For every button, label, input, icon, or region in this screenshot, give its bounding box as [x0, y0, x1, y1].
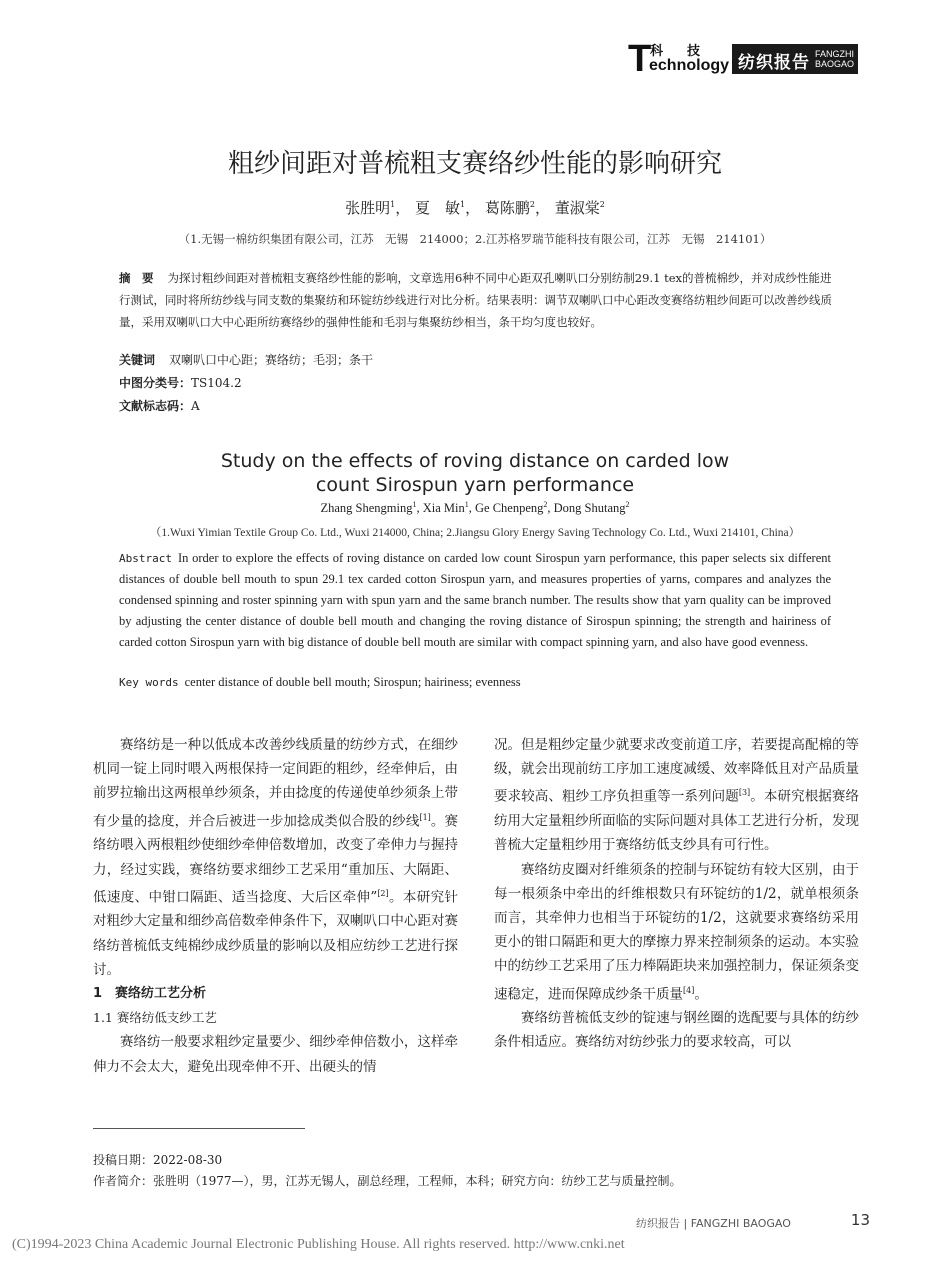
author-en: Xia Min	[422, 501, 465, 516]
text-run: 。本研究针对粗纱大定量和细纱高倍数牵伸条件下，双喇叭口中心距对赛络纺普梳低支纯棉纱成纱质量的影响以及相应纺纱工艺进行探讨。	[93, 889, 459, 978]
abstract-cn-text: 为探讨粗纱间距对普梳粗支赛络纱性能的影响，文章选用6种不同中心距双孔喇叭口分别纺制29.1 tex的普梳棉纱，并对成纱性能进行测试，同时将所纺纱线与同支数的集聚纺和环锭纺纱线进行对比分析。结果表明：调节双喇叭口中心距改变赛络纺粗纱间距可以改善纱线质量，采用双喇叭口大中心距所纺赛络纱的强伸性能和毛羽与集聚纺纱相当，条干均匀度也较好。	[119, 271, 832, 329]
author-sup: 2	[529, 200, 535, 209]
section-heading: 1 赛络纺工艺分析	[93, 986, 207, 1002]
body-paragraph	[494, 733, 859, 858]
keywords-en-label: Key words	[119, 676, 179, 689]
page-number: 13	[850, 1211, 870, 1229]
author-sup: 2	[599, 200, 605, 209]
text-run: 赛络纺皮圈对纤维须条的控制与环锭纺有较大区别，由于每一根须条中牵出的纤维根数只有环锭纺的1/2，就单根须条而言，其牵伸力也相当于环锭纺的1/2，这就要求赛络纺采用更小的钳口隔距和更大的摩擦力界来控制须条的运动。本实验中的纺纱工艺采用了压力棒隔距块来加强控制力，保证须条变速稳定，进而保障成纱条干质量	[494, 861, 859, 1003]
body-paragraph: 赛络纺普梳低支纱的锭速与钢丝圈的选配要与具体的纺纱条件相适应。赛络纺对纺纱张力的要求较高，可以	[494, 1010, 859, 1051]
doc-code-label: 文献标志码：	[119, 399, 192, 413]
clc-label: 中图分类号：	[119, 376, 192, 390]
brand-box	[732, 44, 858, 74]
author-cn: 董淑棠	[554, 199, 600, 217]
logo-keji: 科技	[650, 44, 725, 59]
author-cn: 夏 敏	[415, 199, 461, 217]
author-bio	[93, 1172, 682, 1189]
document-code	[119, 397, 200, 414]
authors-cn: 张胜明$^1$， 夏 敏$^1$， 葛陈鹏$^2$， 董淑棠$^2$	[345, 199, 605, 217]
author-sup: 1	[390, 200, 396, 209]
abstract-cn-label: 摘 要	[119, 271, 154, 285]
citation: [1]	[419, 812, 431, 822]
abstract-en-text: In order to explore the effects of roving distance on carded low count Sirospun yarn performance, this paper selects six different distances of double bell mouth to spun 29.1 tex carded cotton Sirospun yarn, and measures properties of yarns, compares and analyzes the condensed spinning and roster spinning yarn with spun yarn and the same branch number. The results show that yarn quality can be improved by adjusting the center distance of double bell mouth and changing the roving distance of Sirospun spinning; the strength and hairiness of carded cotton Sirospun yarn with big distance of double bell mouth are similar with compact spinning yarn, and also have good evenness.	[119, 551, 831, 649]
author-en: Ge Chenpeng	[475, 501, 544, 516]
footnote-divider	[93, 1128, 305, 1129]
logo-technology: echnology	[649, 57, 730, 74]
body-paragraph	[93, 733, 458, 982]
keywords-cn-text: 双喇叭口中心距；赛络纺；毛羽；条干	[169, 353, 374, 367]
affiliation-en: （1.Wuxi Yimian Textile Group Co. Ltd., Wuxi 214000, China; 2.Jiangsu Glory Energy Saving Technology Co. Ltd., Wuxi 214101, China）	[149, 527, 801, 539]
brand-name-en	[815, 49, 854, 69]
abstract-en-label: Abstract	[119, 552, 172, 565]
paper-title-en	[0, 449, 950, 497]
text-run: 。本研究根据赛络纺用大定量粗纱所面临的实际问题对具体工艺进行分析，发现普梳大定量粗纱用于赛络纺低支纱具有可行性。	[494, 788, 860, 854]
brand-en-line2: BAOGAO	[814, 59, 854, 69]
text-run: 况。但是粗纱定量少就要求改变前道工序，若要提高配棉的等级，就会出现前纺工序加工速度减缓、效率降低且对产品质量要求较高、粗纱工序负担重等一系列问题	[494, 737, 859, 805]
abstract-en	[119, 548, 831, 653]
citation: [2]	[377, 888, 389, 898]
author-sup: 1	[464, 500, 469, 509]
copyright-notice: (C)1994-2023 China Academic Journal Electronic Publishing House. All rights reserved. http://www.cnki.net	[12, 1237, 625, 1252]
keywords-cn	[119, 351, 373, 368]
clc-value: TS104.2	[191, 376, 242, 390]
brand-name-cn: 纺织报告	[738, 53, 810, 73]
paper-title-cn: 粗纱间距对普梳粗支赛络纱性能的影响研究	[227, 149, 722, 179]
citation: [3]	[738, 788, 751, 798]
doc-code-value: A	[191, 399, 200, 413]
journal-header-logo	[628, 40, 858, 80]
brand-en-line1: FANGZHI	[814, 49, 854, 59]
author-sup: 2	[625, 500, 630, 509]
affiliation-cn: （1.无锡一棉纺织集团有限公司，江苏 无锡 214000；2.江苏格罗瑞节能科技有限公司，江苏 无锡 214101）	[178, 232, 772, 246]
text-run: 。	[694, 986, 708, 1003]
logo-letter-t: T	[628, 38, 652, 80]
title-en-line2: count Sirospun yarn performance	[315, 474, 635, 496]
received-date: 投稿日期：2022-08-30	[93, 1153, 223, 1167]
text-run: 赛络纺是一种以低成本改善纱线质量的纺纱方式，在细纱机同一锭上同时喂入两根保持一定间距的粗纱，经牵伸后，由前罗拉输出这两根单纱须条，并由捻度的传递使单纱须条上带有少量的捻度，并合后被进一步加捻成类似合股的纱线	[93, 737, 458, 830]
author-bio-label: 作者简介：	[93, 1174, 154, 1188]
citation: [4]	[683, 985, 695, 995]
author-en: Dong Shutang	[553, 501, 626, 516]
clc-number	[119, 374, 242, 391]
author-cn: 葛陈鹏	[484, 199, 530, 217]
footer-journal-name: 纺织报告 | FANGZHI BAOGAO	[636, 1217, 791, 1230]
keywords-en-text: center distance of double bell mouth; Sirospun; hairiness; evenness	[184, 675, 521, 689]
author-cn: 张胜明	[345, 199, 391, 217]
author-sup: 1	[460, 200, 466, 209]
abstract-cn	[119, 267, 834, 333]
keywords-en	[119, 675, 521, 690]
subsection-heading: 1.1 赛络纺低支纱工艺	[93, 1010, 217, 1026]
author-bio-text: 张胜明（1977—），男，江苏无锡人，副总经理，工程师，本科；研究方向：纺纱工艺与质量控制。	[153, 1174, 682, 1188]
author-en: Zhang Shengming	[320, 501, 413, 516]
author-sup: 2	[543, 500, 548, 509]
title-en-line1: Study on the effects of roving distance on carded low	[220, 450, 730, 472]
body-column-right	[494, 733, 859, 1055]
author-sup: 1	[412, 500, 417, 509]
authors-en: Zhang Shengming$^1$, Xia Min$^1$, Ge Chenpeng$^2$, Dong Shutang$^2$	[320, 500, 630, 516]
body-paragraph: 赛络纺一般要求粗纱定量要少、细纱牵伸倍数小，这样牵伸力不会太大，避免出现牵伸不开、出硬头的情	[93, 1034, 458, 1075]
body-paragraph	[494, 858, 859, 1007]
page-footer	[636, 1211, 870, 1231]
keywords-cn-label: 关键词	[119, 353, 156, 367]
body-column-left	[93, 733, 458, 1079]
text-run: 。赛络纺喂入两根粗纱使细纱牵伸倍数增加，改变了牵伸力与握持力，经过实践，赛络纺要求细纱工艺采用“重加压、大隔距、低速度、中钳口隔距、适当捻度、大后区牵伸”	[93, 813, 459, 906]
